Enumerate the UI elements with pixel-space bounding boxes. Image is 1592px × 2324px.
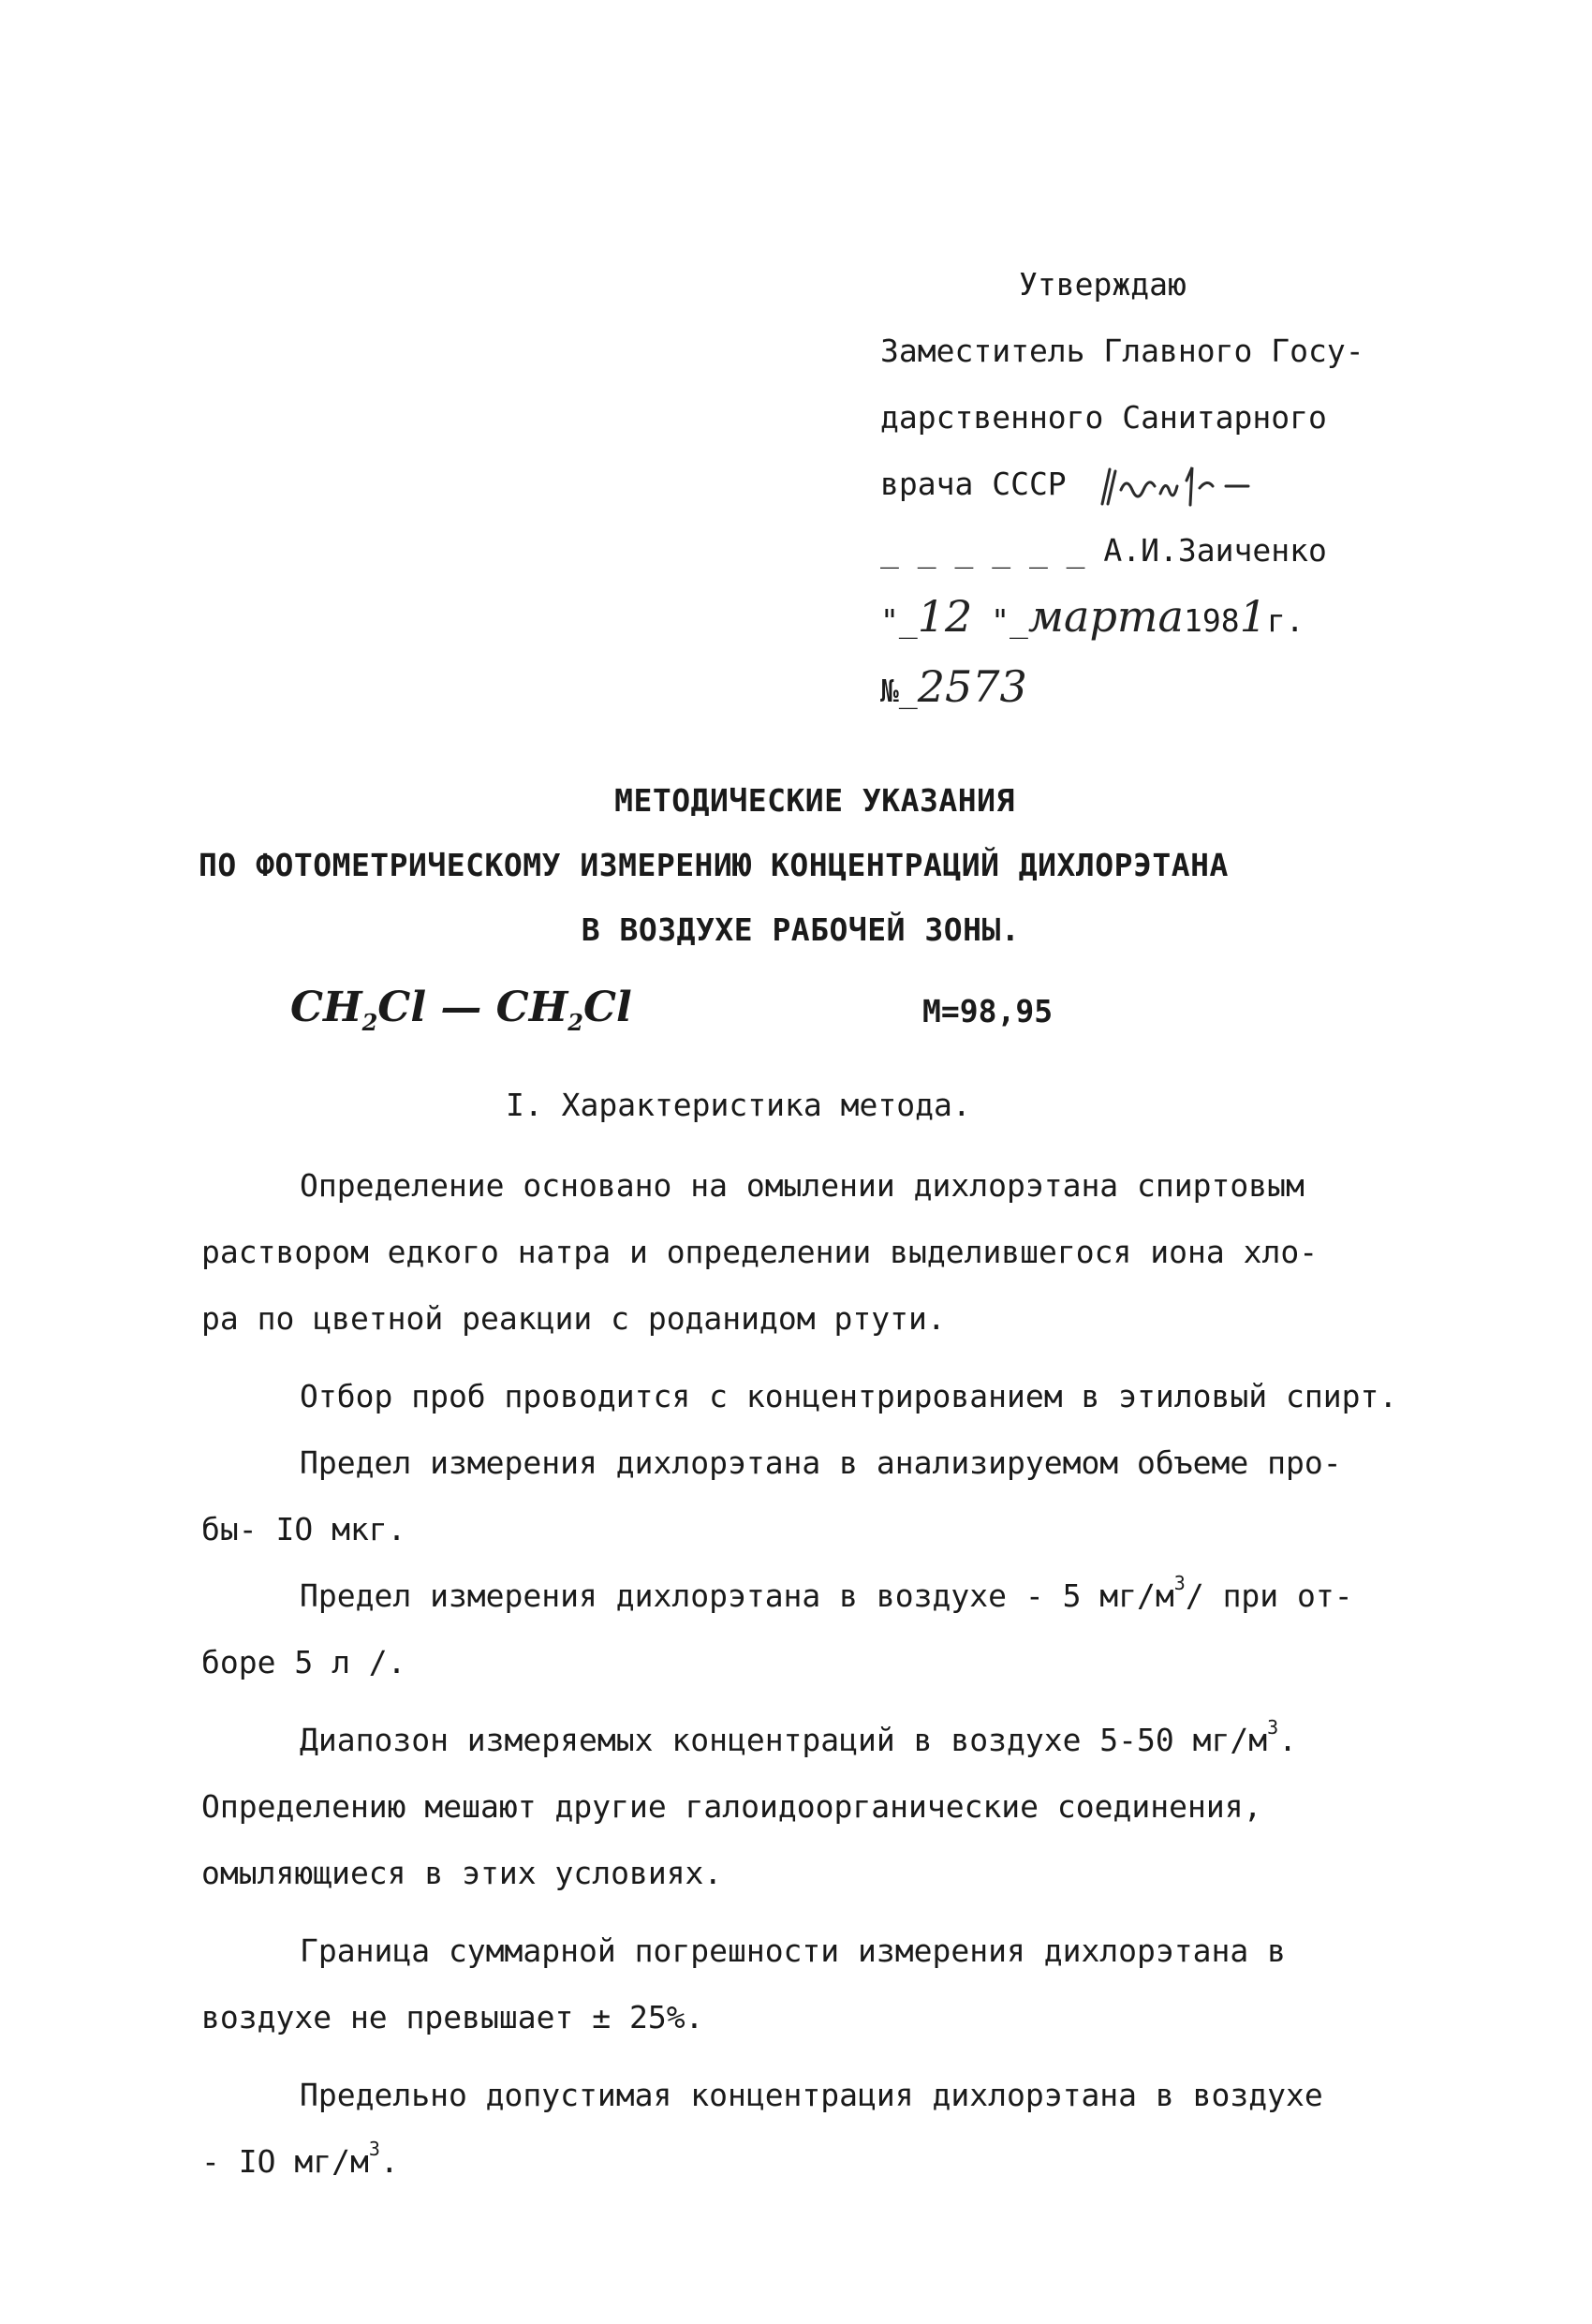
paragraph-line: Отбор проб проводится с концентрированием в этиловый спирт. bbox=[300, 1378, 1398, 1414]
approval-block bbox=[880, 251, 1405, 724]
molecular-mass: М=98,95 bbox=[922, 993, 1054, 1029]
date-quote-close: "_ bbox=[991, 602, 1028, 639]
handwritten-signature bbox=[1085, 462, 1273, 511]
paragraph-line: боре 5 л /. bbox=[201, 1644, 406, 1680]
formula-part-1: CH bbox=[290, 984, 362, 1031]
date-year-handwritten: 1 bbox=[1239, 591, 1267, 642]
text-span: Предел измерения дихлорэтана в воздухе - 5 мг/м bbox=[300, 1577, 1174, 1614]
approval-line-4 bbox=[880, 517, 1405, 584]
approval-line-3 bbox=[880, 451, 1405, 517]
date-suffix: г. bbox=[1266, 602, 1305, 639]
paragraph-line bbox=[201, 1562, 1456, 1629]
formula-part-3: Cl bbox=[582, 984, 632, 1031]
approval-heading: Утверждаю bbox=[1019, 266, 1187, 303]
paragraph-line: Граница суммарной погрешности измерения дихлорэтана в bbox=[300, 1932, 1286, 1969]
title-line-3: В ВОЗДУХЕ РАБОЧЕЙ ЗОНЫ. bbox=[581, 911, 1021, 948]
date-year-printed: 198 bbox=[1183, 602, 1240, 639]
paragraph-line: омыляющиеся в этих условиях. bbox=[201, 1855, 723, 1891]
date-month-handwritten: марта bbox=[1027, 591, 1184, 642]
formula-sub-1: 2 bbox=[361, 1008, 378, 1036]
approval-line-2: дарственного Санитарного bbox=[880, 399, 1327, 436]
paragraph-line: Предельно допустимая концентрация дихлорэтана в воздухе bbox=[300, 2077, 1323, 2113]
formula-sub-2: 2 bbox=[568, 1008, 583, 1036]
text-span: Диапозон измеряемых концентраций в воздухе 5-50 мг/м bbox=[300, 1722, 1268, 1758]
text-span: . bbox=[1278, 1722, 1298, 1758]
chemical-formula bbox=[290, 984, 632, 1036]
text-span: . bbox=[379, 2143, 399, 2180]
superscript: 3 bbox=[1173, 1572, 1186, 1594]
approval-line-1: Заместитель Главного Госу- bbox=[880, 333, 1364, 369]
paragraph-line: раствором едкого натра и определении выделившегося иона хло- bbox=[201, 1234, 1319, 1270]
paragraph-line: Предел измерения дихлорэтана в анализируемом объеме про- bbox=[300, 1444, 1342, 1481]
approval-number bbox=[880, 654, 1405, 724]
number-prefix: №_ bbox=[880, 673, 918, 709]
formula-part-2: Cl — CH bbox=[377, 984, 568, 1031]
paragraph-line: бы- IO мкг. bbox=[201, 1511, 406, 1547]
approver-name: А.И.Заиченко bbox=[1103, 532, 1327, 569]
title-line-1: МЕТОДИЧЕСКИЕ УКАЗАНИЯ bbox=[614, 782, 1015, 819]
approval-line-3-text: врача СССР bbox=[880, 466, 1067, 502]
superscript: 3 bbox=[1267, 1716, 1279, 1739]
superscript: 3 bbox=[368, 2138, 380, 2160]
paragraph-line: воздухе не превышает ± 25%. bbox=[201, 1999, 704, 2035]
number-handwritten: 2573 bbox=[917, 661, 1027, 712]
text-span: / при от- bbox=[1185, 1577, 1353, 1614]
body-text bbox=[201, 1152, 1456, 2195]
document-title bbox=[0, 768, 1592, 962]
paragraph-line: ра по цветной реакции с роданидом ртути. bbox=[201, 1300, 946, 1337]
paragraph-line bbox=[201, 1707, 1456, 1773]
paragraph-line bbox=[201, 2128, 1456, 2195]
section-heading: I. Характеристика метода. bbox=[506, 1087, 971, 1123]
paragraph-line: Определение основано на омылении дихлорэтана спиртовым bbox=[300, 1167, 1305, 1204]
text-span: - IO мг/м bbox=[201, 2143, 369, 2180]
approval-date bbox=[880, 584, 1405, 654]
paragraph-line: Определению мешают другие галоидоорганические соединения, bbox=[201, 1788, 1262, 1825]
date-day-handwritten: 12 bbox=[917, 591, 973, 642]
date-quote-open: "_ bbox=[880, 602, 918, 639]
approval-dashes: _ _ _ _ _ _ bbox=[880, 532, 1085, 569]
title-line-2: ПО ФОТОМЕТРИЧЕСКОМУ ИЗМЕРЕНИЮ КОНЦЕНТРАЦИЙ ДИХЛОРЭТАНА bbox=[199, 847, 1229, 883]
